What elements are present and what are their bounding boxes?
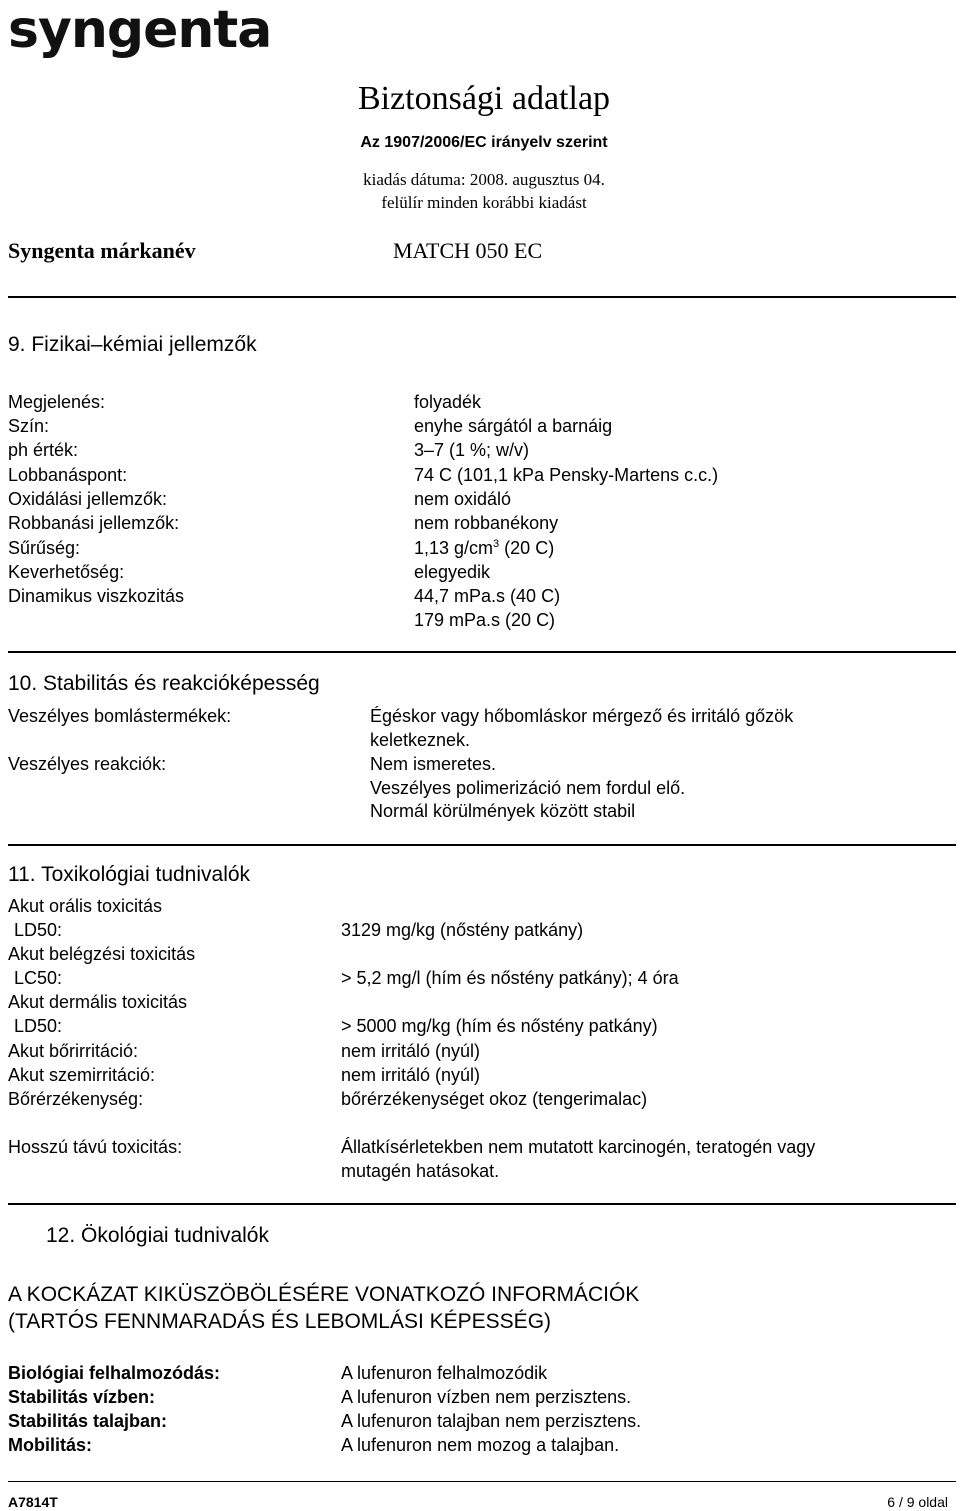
section-12-title: 12. Ökológiai tudnivalók [46,1224,269,1247]
dermal-toxicity-label: Akut dermális toxicitás [8,992,188,1012]
section-9-title: 9. Fizikai–kémiai jellemzők [8,333,257,356]
inhalation-toxicity-label: Akut belégzési toxicitás [8,944,196,964]
bioaccumulation-value: A lufenuron felhalmozódik [341,1363,548,1383]
viscosity-value-40c: 44,7 mPa.s (40 C) [414,586,561,606]
decomposition-label: Veszélyes bomlástermékek: [8,706,232,726]
appearance-value: folyadék [414,392,482,412]
miscibility-value: elegyedik [414,562,491,582]
reactions-label: Veszélyes reakciók: [8,754,167,774]
supersedes-note: felülír minden korábbi kiadást [381,193,587,212]
water-stability-label: Stabilitás vízben: [8,1387,156,1407]
section-10-divider [8,844,956,846]
reactions-value-line2: Veszélyes polimerizáció nem fordul elő. [370,778,686,798]
risk-heading-line1: A KOCKÁZAT KIKÜSZÖBÖLÉSÉRE VONATKOZÓ INFORMÁCIÓK [8,1283,640,1306]
sensitization-label: Bőrérzékenység: [8,1089,144,1109]
footer-divider [8,1481,956,1482]
document-code: A7814T [8,1494,58,1510]
chronic-toxicity-value-line2: mutagén hatásokat. [341,1161,500,1181]
inhalation-lc50-label: LC50: [14,968,63,988]
header-divider [8,296,956,298]
miscibility-label: Keverhetőség: [8,562,125,582]
section-11-title: 11. Toxikológiai tudnivalók [8,863,251,886]
section-9-divider [8,651,956,653]
oral-toxicity-value: 3129 mg/kg (nőstény patkány) [341,920,584,940]
viscosity-label: Dinamikus viszkozitás [8,586,185,606]
brand-value: MATCH 050 EC [393,238,543,263]
soil-stability-label: Stabilitás talajban: [8,1411,168,1431]
section-10-title: 10. Stabilitás és reakcióképesség [8,672,320,695]
regulation-note: Az 1907/2006/EC irányelv szerint [360,134,608,151]
dermal-toxicity-value: > 5000 mg/kg (hím és nőstény patkány) [341,1016,658,1036]
eye-irritation-label: Akut szemirritáció: [8,1065,156,1085]
ph-label: ph érték: [8,440,79,460]
page-number: 6 / 9 oldal [887,1494,948,1510]
dermal-ld50-label: LD50: [14,1016,63,1036]
skin-irritation-value: nem irritáló (nyúl) [341,1041,481,1061]
chronic-toxicity-value-line1: Állatkísérletekben nem mutatott karcinogén, teratogén vagy [341,1137,816,1157]
decomposition-value-line1: Égéskor vagy hőbomláskor mérgező és irritáló gőzök [370,706,794,726]
soil-stability-value: A lufenuron talajban nem perzisztens. [341,1411,642,1431]
flash-point-label: Lobbanáspont: [8,465,128,485]
oral-ld50-label: LD50: [14,920,63,940]
oral-toxicity-label: Akut orális toxicitás [8,896,163,916]
eye-irritation-value: nem irritáló (nyúl) [341,1065,481,1085]
syngenta-logo: syngenta [8,0,272,60]
document-title: Biztonsági adatlap [357,80,611,117]
brand-label: Syngenta márkanév [8,238,196,263]
ph-value: 3–7 (1 %; w/v) [414,440,530,460]
explosive-label: Robbanási jellemzők: [8,513,180,533]
water-stability-value: A lufenuron vízben nem perzisztens. [341,1387,632,1407]
oxidizing-label: Oxidálási jellemzők: [8,489,168,509]
reactions-value-line1: Nem ismeretes. [370,754,497,774]
decomposition-value-line2: keletkeznek. [370,730,471,750]
oxidizing-value: nem oxidáló [414,489,512,509]
color-value: enyhe sárgától a barnáig [414,416,613,436]
issue-date: kiadás dátuma: 2008. augusztus 04. [363,170,605,189]
appearance-label: Megjelenés: [8,392,106,412]
sensitization-value: bőrérzékenységet okoz (tengerimalac) [341,1089,648,1109]
chronic-toxicity-label: Hosszú távú toxicitás: [8,1137,183,1157]
explosive-value: nem robbanékony [414,513,559,533]
viscosity-value-20c: 179 mPa.s (20 C) [414,610,556,630]
flash-point-value: 74 C (101,1 kPa Pensky-Martens c.c.) [414,465,719,485]
section-11-divider [8,1203,956,1205]
bioaccumulation-label: Biológiai felhalmozódás: [8,1363,221,1383]
risk-heading-line2: (TARTÓS FENNMARADÁS ÉS LEBOMLÁSI KÉPESSÉG) [8,1310,552,1333]
mobility-value: A lufenuron nem mozog a talajban. [341,1435,620,1455]
density-value: 1,13 $g/cm^3$ (20 C) [414,538,555,558]
density-label: Sűrűség: [8,538,81,558]
skin-irritation-label: Akut bőrirritáció: [8,1041,139,1061]
inhalation-toxicity-value: > 5,2 mg/l (hím és nőstény patkány); 4 óra [341,968,679,988]
color-label: Szín: [8,416,50,436]
mobility-label: Mobilitás: [8,1435,92,1455]
reactions-value-line3: Normál körülmények között stabil [370,801,636,821]
